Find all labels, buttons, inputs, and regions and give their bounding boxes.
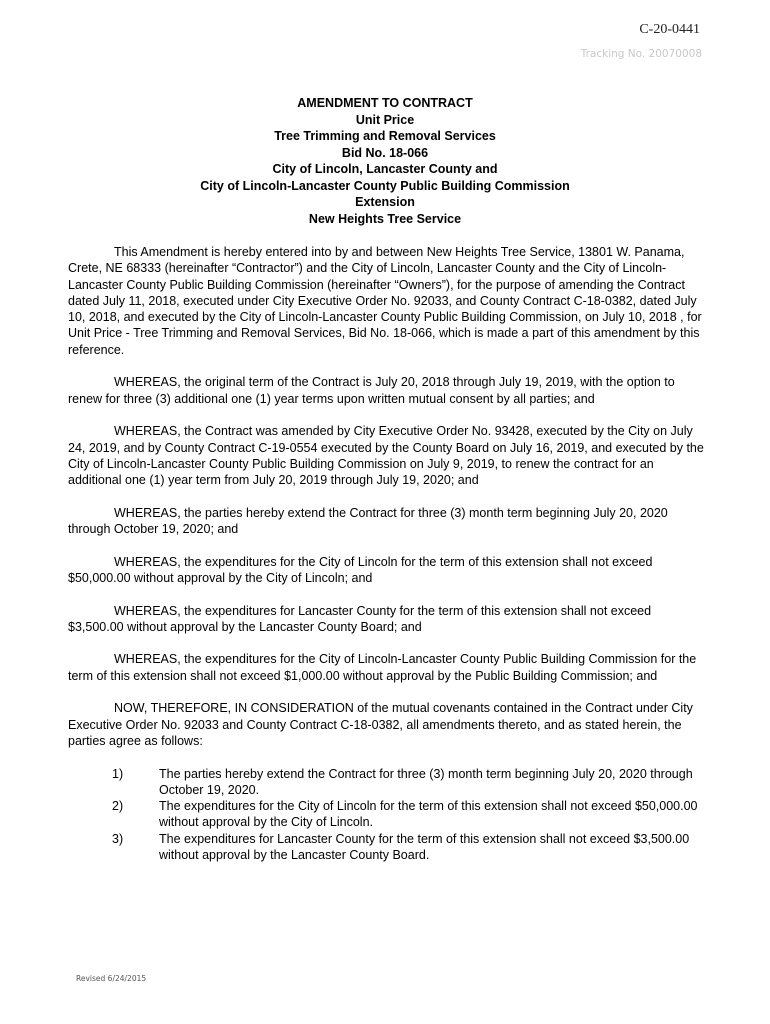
- whereas-paragraph: WHEREAS, the parties hereby extend the Contract for three (3) month term beginning July 20, 2020 through October 19, 2020; and: [68, 505, 668, 537]
- whereas-paragraph: WHEREAS, the expenditures for the City of Lincoln-Lancaster County Public Building Commission for the term of this extension shall not exceed $1,000.00 without approval by the Public Building Commission; and: [68, 652, 697, 683]
- title-line: New Heights Tree Service: [308, 211, 462, 226]
- list-item: [68, 831, 708, 864]
- title-line: Tree Trimming and Removal Services: [274, 129, 496, 143]
- list-item: [68, 798, 708, 831]
- tracking-number: Tracking No. 20070008: [580, 48, 702, 60]
- title-line: City of Lincoln-Lancaster County Public Building Commission: [200, 178, 570, 193]
- list-item-text: The expenditures for Lancaster County for the term of this extension shall not exceed $3,500.00 without approval by the Lancaster County Board.: [159, 831, 690, 862]
- intro-paragraph: This Amendment is hereby entered into by and between New Heights Tree Service, 13801 W. Panama, Crete, NE 68333 (hereinafter “Contractor”) and the City of Lincoln, Lancaster County and the City of Lincoln-Lancaster County Public Building Commission (hereinafter “Owners”), for the purpose of amending the Contract dated July 11, 2018, executed under City Executive Order No. 92033, and County Contract C-18-0382, dated July 10, 2018, and executed by the City of Lincoln-Lancaster County Public Building Commission, on July 10, 2018 , for Unit Price - Tree Trimming and Removal Services, Bid No. 18-066, which is made a part of this amendment by this reference.: [68, 245, 702, 357]
- whereas-paragraph: WHEREAS, the expenditures for Lancaster County for the term of this extension shall not exceed $3,500.00 without approval by the Lancaster County Board; and: [68, 603, 652, 634]
- title-line: Bid No. 18-066: [341, 145, 429, 160]
- title-line: City of Lincoln, Lancaster County and: [272, 162, 498, 176]
- revised-date: Revised 6/24/2015: [76, 974, 147, 983]
- title-line: Extension: [355, 195, 415, 209]
- list-item-text: The expenditures for the City of Lincoln for the term of this extension shall not exceed $50,000.00 without approval by the City of Lincoln.: [159, 799, 698, 830]
- list-item-number: 2): [112, 799, 124, 814]
- list-item-text: The parties hereby extend the Contract for three (3) month term beginning July 20, 2020 through October 19, 2020.: [159, 766, 693, 797]
- title-line: Unit Price: [355, 112, 415, 127]
- terms-list: [68, 766, 708, 864]
- now-therefore-paragraph: NOW, THEREFORE, IN CONSIDERATION of the mutual covenants contained in the Contract under City Executive Order No. 92033 and County Contract C-18-0382, all amendments thereto, and as stated herein, the parties agree as follows:: [68, 701, 693, 748]
- list-item-number: 3): [112, 831, 124, 846]
- whereas-paragraph: WHEREAS, the expenditures for the City of Lincoln for the term of this extension shall not exceed $50,000.00 without approval by the City of Lincoln; and: [68, 554, 653, 585]
- document-body: [68, 244, 708, 863]
- list-item: [68, 766, 708, 799]
- whereas-paragraph: WHEREAS, the original term of the Contract is July 20, 2018 through July 19, 2019, with the option to renew for three (3) additional one (1) year terms upon written mutual consent by all parties; and: [68, 375, 675, 406]
- list-item-number: 1): [112, 766, 124, 781]
- document-number: C-20-0441: [639, 22, 700, 37]
- title-line: AMENDMENT TO CONTRACT: [297, 96, 473, 110]
- whereas-paragraph: WHEREAS, the Contract was amended by City Executive Order No. 93428, executed by the City on July 24, 2019, and by County Contract C-19-0554 executed by the County Board on July 16, 2019, and executed by the City of Lincoln-Lancaster County Public Building Commission on July 9, 2019, to renew the contract for an additional one (1) year term from July 20, 2019 through July 19, 2020; and: [68, 424, 704, 488]
- document-title: [0, 95, 770, 227]
